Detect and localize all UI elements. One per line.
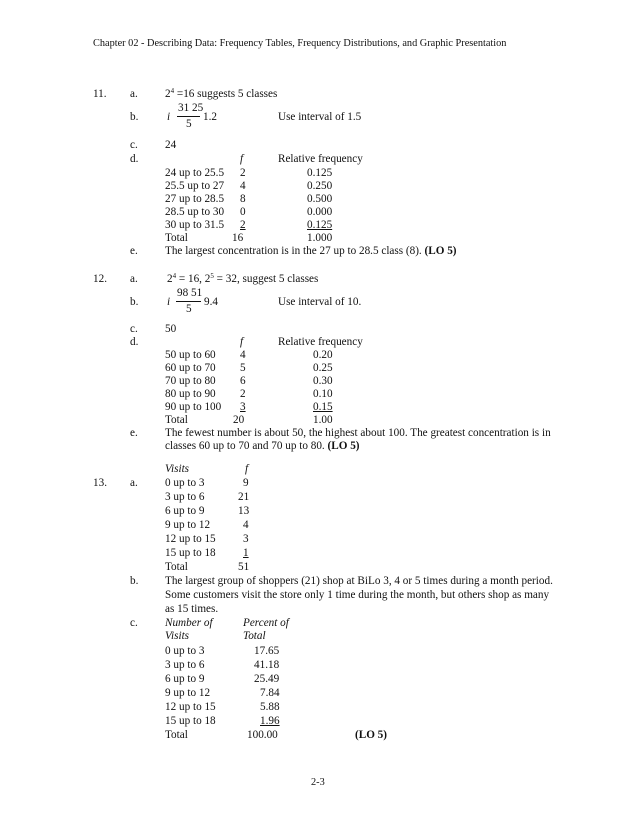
p12-part-c-text: 50: [165, 323, 177, 335]
table-row-class: 3 up to 6: [165, 491, 205, 503]
problem-12-number: 12.: [93, 273, 107, 285]
p12-part-d-letter: d.: [130, 336, 139, 348]
table-total-label: Total: [165, 561, 188, 573]
p11-interval-result: 1.2: [203, 111, 217, 123]
problem-11-number: 11.: [93, 88, 107, 100]
table-row-percent: 25.49: [254, 673, 280, 685]
p13-c-header-percent-2: Total: [243, 630, 266, 642]
table-row-percent: 7.84: [260, 687, 280, 699]
p12-part-a-text: $2^4 = 16$, $2^5 = 32$, suggest 5 classes: [167, 272, 319, 285]
p11-relfreq-header: Relative frequency: [278, 153, 363, 165]
p11-interval-note: Use interval of 1.5: [278, 111, 362, 123]
table-total-f: 20: [233, 414, 245, 426]
p11-fraction-numerator: 31 25: [178, 102, 204, 114]
p11-fraction-denominator: 5: [186, 118, 192, 130]
p12-part-c-letter: c.: [130, 323, 138, 335]
table-row-f: 9: [243, 477, 249, 489]
table-row-f: 4: [243, 519, 249, 531]
p11-interval-symbol: i: [167, 111, 171, 123]
table-row-rf: 0.125: [307, 219, 333, 231]
table-row-rf: 0.30: [313, 375, 333, 387]
p13-f-header: f: [245, 463, 249, 475]
table-row-class: 90 up to 100: [165, 401, 222, 413]
p12-interval-result: 9.4: [204, 296, 218, 308]
p13-lo-tag: (LO 5): [355, 729, 388, 741]
p12-part-e-letter: e.: [130, 427, 138, 439]
p11-part-c-text: 24: [165, 139, 177, 151]
table-row-f: 3: [240, 401, 246, 413]
table-row-class: 15 up to 18: [165, 715, 216, 727]
problem-13-number: 13.: [93, 477, 107, 489]
table-total-percent: 100.00: [247, 729, 278, 741]
table-row-percent: 1.96: [260, 715, 280, 727]
table-row-f: 0: [240, 206, 246, 218]
p11-part-a-letter: a.: [130, 88, 138, 100]
table-row-rf: 0.10: [313, 388, 333, 400]
p12-interval-symbol: i: [167, 296, 171, 308]
p13-part-b-line2: Some customers visit the store only 1 time during the month, but others shop as many: [165, 589, 550, 601]
p12-fraction-numerator: 98 51: [177, 287, 203, 299]
table-total-label: Total: [165, 414, 188, 426]
table-row-class: 50 up to 60: [165, 349, 216, 361]
p12-fraction-denominator: 5: [186, 303, 192, 315]
table-row-rf: 0.15: [313, 401, 333, 413]
page-number: 2-3: [311, 777, 325, 788]
table-row-class: 9 up to 12: [165, 519, 211, 531]
table-row-class: 6 up to 9: [165, 505, 205, 517]
table-row-rf: 0.125: [307, 167, 333, 179]
p13-visits-header: Visits: [165, 463, 190, 475]
table-row-class: 6 up to 9: [165, 673, 205, 685]
table-row-percent: 5.88: [260, 701, 280, 713]
table-row-rf: 0.250: [307, 180, 333, 192]
table-row-f: 2: [240, 388, 246, 400]
table-row-f: 13: [238, 505, 250, 517]
table-row-f: 2: [240, 219, 246, 231]
table-row-class: 28.5 up to 30: [165, 206, 225, 218]
table-row-class: 60 up to 70: [165, 362, 216, 374]
table-row-class: 27 up to 28.5: [165, 193, 225, 205]
table-row-f: 4: [240, 180, 246, 192]
p11-part-a-text: $2^4 =16$ suggests 5 classes: [165, 87, 278, 100]
p12-interval-note: Use interval of 10.: [278, 296, 362, 308]
table-row-class: 80 up to 90: [165, 388, 216, 400]
p11-part-b-letter: b.: [130, 111, 139, 123]
p13-part-b-letter: b.: [130, 575, 139, 587]
p13-c-header-percent-1: Percent of: [243, 617, 289, 629]
table-row-class: 70 up to 80: [165, 375, 216, 387]
p12-part-e-line1: The fewest number is about 50, the highest about 100. The greatest concentration is in: [165, 427, 551, 439]
table-row-f: 8: [240, 193, 246, 205]
p13-part-b-line1: The largest group of shoppers (21) shop at BiLo 3, 4 or 5 times during a month period.: [165, 575, 553, 587]
table-row-rf: 0.20: [313, 349, 333, 361]
table-row-f: 5: [240, 362, 246, 374]
table-row-class: 3 up to 6: [165, 659, 205, 671]
table-row-f: 3: [243, 533, 249, 545]
table-row-rf: 0.000: [307, 206, 333, 218]
table-total-f: 51: [238, 561, 250, 573]
table-row-f: 2: [240, 167, 246, 179]
p11-part-e-letter: e.: [130, 245, 138, 257]
p13-c-header-visits-2: Visits: [165, 630, 190, 642]
table-row-percent: 41.18: [254, 659, 280, 671]
table-row-f: 21: [238, 491, 250, 503]
table-row-percent: 17.65: [254, 645, 280, 657]
table-row-class: 12 up to 15: [165, 533, 216, 545]
p13-c-header-visits-1: Number of: [165, 617, 213, 629]
page-header: Chapter 02 - Describing Data: Frequency Tables, Frequency Distributions, and Graphic Presentation: [93, 38, 507, 49]
p13-part-c-letter: c.: [130, 617, 138, 629]
p11-part-d-letter: d.: [130, 153, 139, 165]
table-row-rf: 0.25: [313, 362, 333, 374]
table-row-class: 12 up to 15: [165, 701, 216, 713]
p12-f-header: f: [240, 336, 244, 348]
table-total-label: Total: [165, 232, 188, 244]
p12-part-a-letter: a.: [130, 273, 138, 285]
table-total-rf: 1.000: [307, 232, 333, 244]
p12-part-b-letter: b.: [130, 296, 139, 308]
table-total-f: 16: [232, 232, 244, 244]
p11-part-c-letter: c.: [130, 139, 138, 151]
table-row-class: 25.5 up to 27: [165, 180, 225, 192]
table-total-label: Total: [165, 729, 188, 741]
p13-part-a-letter: a.: [130, 477, 138, 489]
table-row-class: 15 up to 18: [165, 547, 216, 559]
table-row-f: 4: [240, 349, 246, 361]
p11-f-header: f: [240, 153, 244, 165]
p12-part-e-line2: classes 60 up to 70 and 70 up to 80. (LO 5): [165, 440, 360, 452]
table-row-class: 0 up to 3: [165, 477, 205, 489]
table-row-class: 0 up to 3: [165, 645, 205, 657]
table-row-class: 30 up to 31.5: [165, 219, 225, 231]
table-total-rf: 1.00: [313, 414, 333, 426]
table-row-class: 9 up to 12: [165, 687, 211, 699]
table-row-class: 24 up to 25.5: [165, 167, 225, 179]
p13-part-b-line3: as 15 times.: [165, 603, 219, 615]
table-row-f: 6: [240, 375, 246, 387]
table-row-rf: 0.500: [307, 193, 333, 205]
p12-relfreq-header: Relative frequency: [278, 336, 363, 348]
table-row-f: 1: [243, 547, 249, 559]
p11-part-e-text: The largest concentration is in the 27 up to 28.5 class (8). (LO 5): [165, 245, 457, 257]
